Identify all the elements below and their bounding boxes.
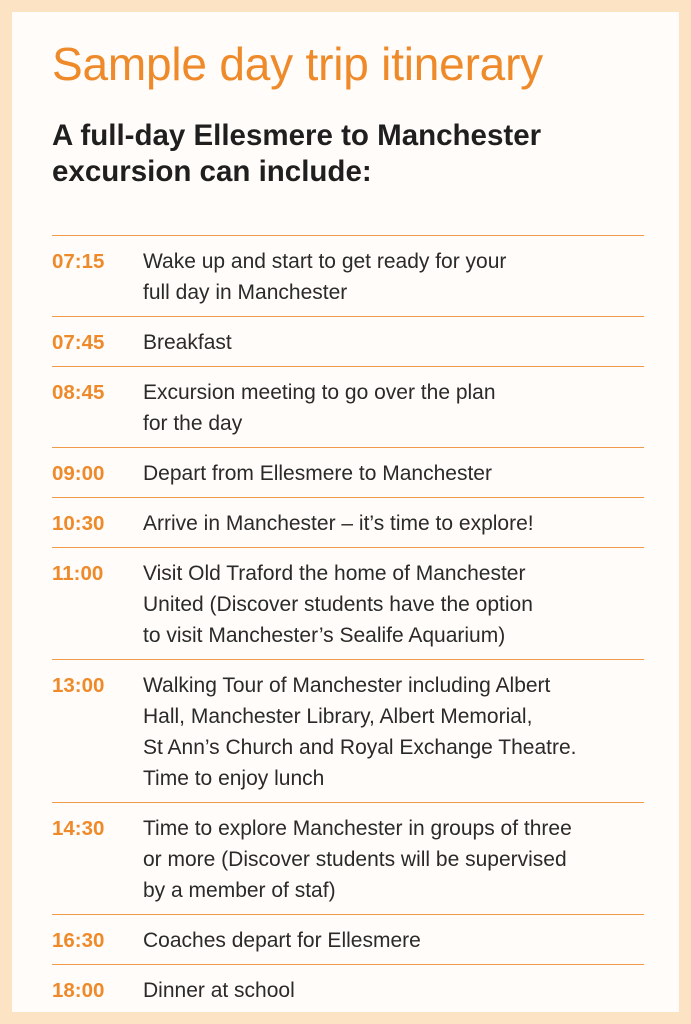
schedule-time: 08:45: [52, 381, 105, 404]
schedule-row: [52, 965, 644, 1014]
schedule-activity: Depart from Ellesmere to Manchester: [143, 462, 492, 485]
schedule-row: [52, 915, 644, 965]
itinerary-card: [12, 12, 679, 1012]
page-title: Sample day trip itinerary: [52, 38, 543, 90]
schedule-row: [52, 317, 644, 367]
schedule-time: 07:15: [52, 250, 105, 273]
schedule-time: 14:30: [52, 817, 105, 840]
schedule-activity: Dinner at school: [143, 979, 295, 1002]
schedule-activity: Walking Tour of Manchester including Albert Hall, Manchester Library, Albert Memorial, St Ann’s Church and Royal Exchange Theatre. Time to enjoy lunch: [143, 674, 577, 790]
schedule-activity: Wake up and start to get ready for your full day in Manchester: [143, 250, 507, 304]
schedule-time: 13:00: [52, 674, 105, 697]
schedule-activity: Visit Old Traford the home of Manchester United (Discover students have the option to visit Manchester’s Sealife Aquarium): [143, 562, 533, 647]
schedule-table: [52, 235, 644, 1014]
schedule-time: 16:30: [52, 929, 105, 952]
schedule-row: [52, 448, 644, 498]
schedule-row: [52, 803, 644, 915]
schedule-time: 18:00: [52, 979, 105, 1002]
schedule-time: 09:00: [52, 462, 105, 485]
schedule-activity: Excursion meeting to go over the plan for the day: [143, 381, 496, 435]
schedule-activity: Coaches depart for Ellesmere: [143, 929, 421, 952]
schedule-row: [52, 548, 644, 660]
subtitle: A full-day Ellesmere to Manchester excursion can include:: [52, 119, 542, 188]
schedule-activity: Arrive in Manchester – it’s time to explore!: [143, 512, 534, 535]
schedule-time: 07:45: [52, 331, 105, 354]
schedule-time: 10:30: [52, 512, 105, 535]
schedule-activity: Breakfast: [143, 331, 232, 354]
schedule-activity: Time to explore Manchester in groups of three or more (Discover students will be supervised by a member of staf): [143, 817, 572, 902]
schedule-row: [52, 498, 644, 548]
schedule-time: 11:00: [52, 562, 104, 585]
schedule-row: [52, 236, 644, 317]
schedule-row: [52, 367, 644, 448]
schedule-row: [52, 660, 644, 803]
